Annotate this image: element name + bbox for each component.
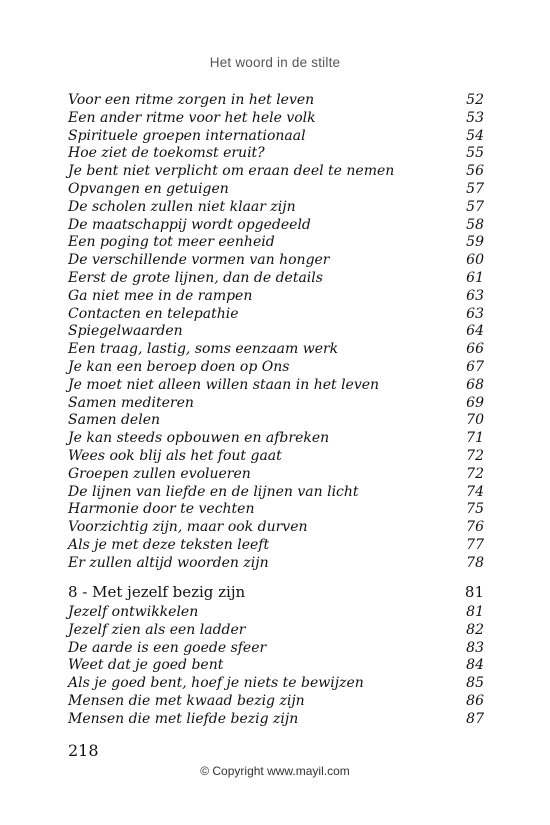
toc-entry bbox=[68, 537, 484, 555]
toc-list-upper bbox=[68, 92, 484, 573]
toc-entry-page: 87 bbox=[466, 710, 484, 727]
toc-entry-page: 83 bbox=[466, 639, 484, 656]
toc-entry-title: De lijnen van liefde en de lijnen van licht bbox=[68, 483, 359, 500]
toc-entry bbox=[68, 234, 484, 252]
toc-entry-title: Ga niet mee in de rampen bbox=[68, 287, 253, 304]
toc-entry bbox=[68, 675, 484, 693]
toc-entry-title: Een ander ritme voor het hele volk bbox=[68, 109, 316, 126]
toc-entry-title: Spiegelwaarden bbox=[68, 323, 183, 340]
toc-entry bbox=[68, 306, 484, 324]
toc-entry bbox=[68, 657, 484, 675]
toc-entry-page: 72 bbox=[466, 465, 484, 482]
toc-entry-page: 75 bbox=[466, 501, 484, 518]
toc-entry bbox=[68, 448, 484, 466]
toc-entry-title: De aarde is een goede sfeer bbox=[68, 639, 267, 656]
toc-entry bbox=[68, 430, 484, 448]
toc-entry bbox=[68, 622, 484, 640]
toc-entry bbox=[68, 92, 484, 110]
toc-entry bbox=[68, 181, 484, 199]
toc-entry-title: Mensen die met liefde bezig zijn bbox=[68, 710, 299, 727]
toc-entry bbox=[68, 604, 484, 622]
chapter-heading bbox=[68, 577, 484, 607]
toc-entry-title: Je bent niet verplicht om eraan deel te nemen bbox=[68, 163, 395, 180]
toc-list-lower bbox=[68, 604, 484, 729]
toc-entry bbox=[68, 519, 484, 537]
toc-entry-title: Er zullen altijd woorden zijn bbox=[68, 554, 269, 571]
toc-entry-page: 74 bbox=[466, 483, 484, 500]
toc-entry-page: 54 bbox=[466, 127, 484, 144]
toc-entry-page: 55 bbox=[466, 145, 484, 162]
toc-entry-title: De scholen zullen niet klaar zijn bbox=[68, 198, 296, 215]
toc-entry-page: 82 bbox=[466, 621, 484, 638]
toc-entry bbox=[68, 128, 484, 146]
toc-entry-title: Je kan een beroep doen op Ons bbox=[68, 358, 290, 375]
toc-entry-title: Samen mediteren bbox=[68, 394, 194, 411]
toc-entry-title: De maatschappij wordt opgedeeld bbox=[68, 216, 311, 233]
toc-entry-page: 63 bbox=[466, 287, 484, 304]
toc-entry bbox=[68, 217, 484, 235]
toc-entry-page: 56 bbox=[466, 163, 484, 180]
toc-entry bbox=[68, 555, 484, 573]
toc-entry-page: 86 bbox=[466, 692, 484, 709]
toc-entry-page: 59 bbox=[466, 234, 484, 251]
toc-entry-title: Hoe ziet de toekomst eruit? bbox=[68, 145, 265, 162]
toc-entry bbox=[68, 163, 484, 181]
copyright-footer: © Copyright www.mayil.com bbox=[200, 764, 350, 778]
toc-entry-page: 81 bbox=[466, 604, 484, 620]
toc-entry-title: Voor een ritme zorgen in het leven bbox=[68, 92, 315, 108]
toc-entry-title: Samen delen bbox=[68, 412, 160, 429]
page-number: 218 bbox=[68, 741, 99, 760]
toc-entry bbox=[68, 270, 484, 288]
toc-entry-page: 77 bbox=[466, 536, 484, 553]
toc-entry-page: 60 bbox=[466, 252, 484, 269]
toc-entry-title: Groepen zullen evolueren bbox=[68, 465, 251, 482]
toc-entry bbox=[68, 412, 484, 430]
toc-entry-title: De verschillende vormen van honger bbox=[68, 252, 330, 269]
toc-entry-page: 57 bbox=[466, 180, 484, 197]
toc-entry-page: 76 bbox=[466, 519, 484, 536]
toc-entry-title: Een traag, lastig, soms eenzaam werk bbox=[68, 341, 339, 358]
toc-entry-title: Wees ook blij als het fout gaat bbox=[68, 447, 282, 464]
toc-entry-title: Jezelf zien als een ladder bbox=[68, 621, 246, 638]
toc-entry-title: Een poging tot meer eenheid bbox=[68, 234, 275, 251]
toc-entry-page: 78 bbox=[466, 554, 484, 571]
toc-entry bbox=[68, 145, 484, 163]
toc-entry bbox=[68, 395, 484, 413]
toc-entry-page: 61 bbox=[466, 269, 484, 286]
toc-entry-page: 69 bbox=[466, 394, 484, 411]
toc-entry-title: Harmonie door te vechten bbox=[68, 501, 255, 518]
toc-entry bbox=[68, 640, 484, 658]
toc-entry-page: 68 bbox=[466, 376, 484, 393]
toc-entry-title: Spirituele groepen internationaal bbox=[68, 127, 306, 144]
toc-entry bbox=[68, 252, 484, 270]
toc-entry-title: Je kan steeds opbouwen en afbreken bbox=[68, 430, 330, 447]
toc-entry-page: 71 bbox=[466, 430, 484, 447]
toc-entry bbox=[68, 359, 484, 377]
toc-entry bbox=[68, 199, 484, 217]
toc-entry bbox=[68, 110, 484, 128]
toc-entry bbox=[68, 466, 484, 484]
toc-entry-title: Als je goed bent, hoef je niets te bewijzen bbox=[68, 675, 364, 692]
toc-entry bbox=[68, 288, 484, 306]
toc-entry-title: Opvangen en getuigen bbox=[68, 180, 229, 197]
toc-entry bbox=[68, 693, 484, 711]
toc-entry-page: 85 bbox=[466, 675, 484, 692]
chapter-page: 81 bbox=[464, 583, 484, 601]
toc-entry-title: Voorzichtig zijn, maar ook durven bbox=[68, 519, 308, 536]
chapter-title: 8 - Met jezelf bezig zijn bbox=[68, 583, 246, 601]
toc-entry-page: 66 bbox=[466, 341, 484, 358]
toc-entry bbox=[68, 711, 484, 729]
toc-entry-title: Als je met deze teksten leeft bbox=[68, 536, 270, 553]
toc-entry bbox=[68, 501, 484, 519]
toc-entry-page: 53 bbox=[466, 109, 484, 126]
running-head: Het woord in de stilte bbox=[209, 55, 341, 70]
toc-entry-page: 57 bbox=[466, 198, 484, 215]
toc-entry-page: 72 bbox=[466, 447, 484, 464]
toc-entry-page: 67 bbox=[466, 358, 484, 375]
toc-entry bbox=[68, 484, 484, 502]
toc-entry-page: 64 bbox=[466, 323, 484, 340]
toc-entry-title: Weet dat je goed bent bbox=[68, 657, 224, 674]
toc-entry bbox=[68, 323, 484, 341]
toc-entry-title: Contacten en telepathie bbox=[68, 305, 239, 322]
toc-entry-title: Je moet niet alleen willen staan in het leven bbox=[68, 376, 380, 393]
toc-entry-page: 70 bbox=[466, 412, 484, 429]
toc-entry-title: Jezelf ontwikkelen bbox=[68, 604, 199, 620]
toc-entry-page: 52 bbox=[466, 92, 484, 108]
toc-entry-page: 63 bbox=[466, 305, 484, 322]
toc-entry-page: 84 bbox=[466, 657, 484, 674]
toc-entry-page: 58 bbox=[466, 216, 484, 233]
toc-entry-title: Eerst de grote lijnen, dan de details bbox=[68, 269, 323, 286]
toc-entry bbox=[68, 341, 484, 359]
toc-entry-title: Mensen die met kwaad bezig zijn bbox=[68, 692, 305, 709]
toc-entry bbox=[68, 377, 484, 395]
